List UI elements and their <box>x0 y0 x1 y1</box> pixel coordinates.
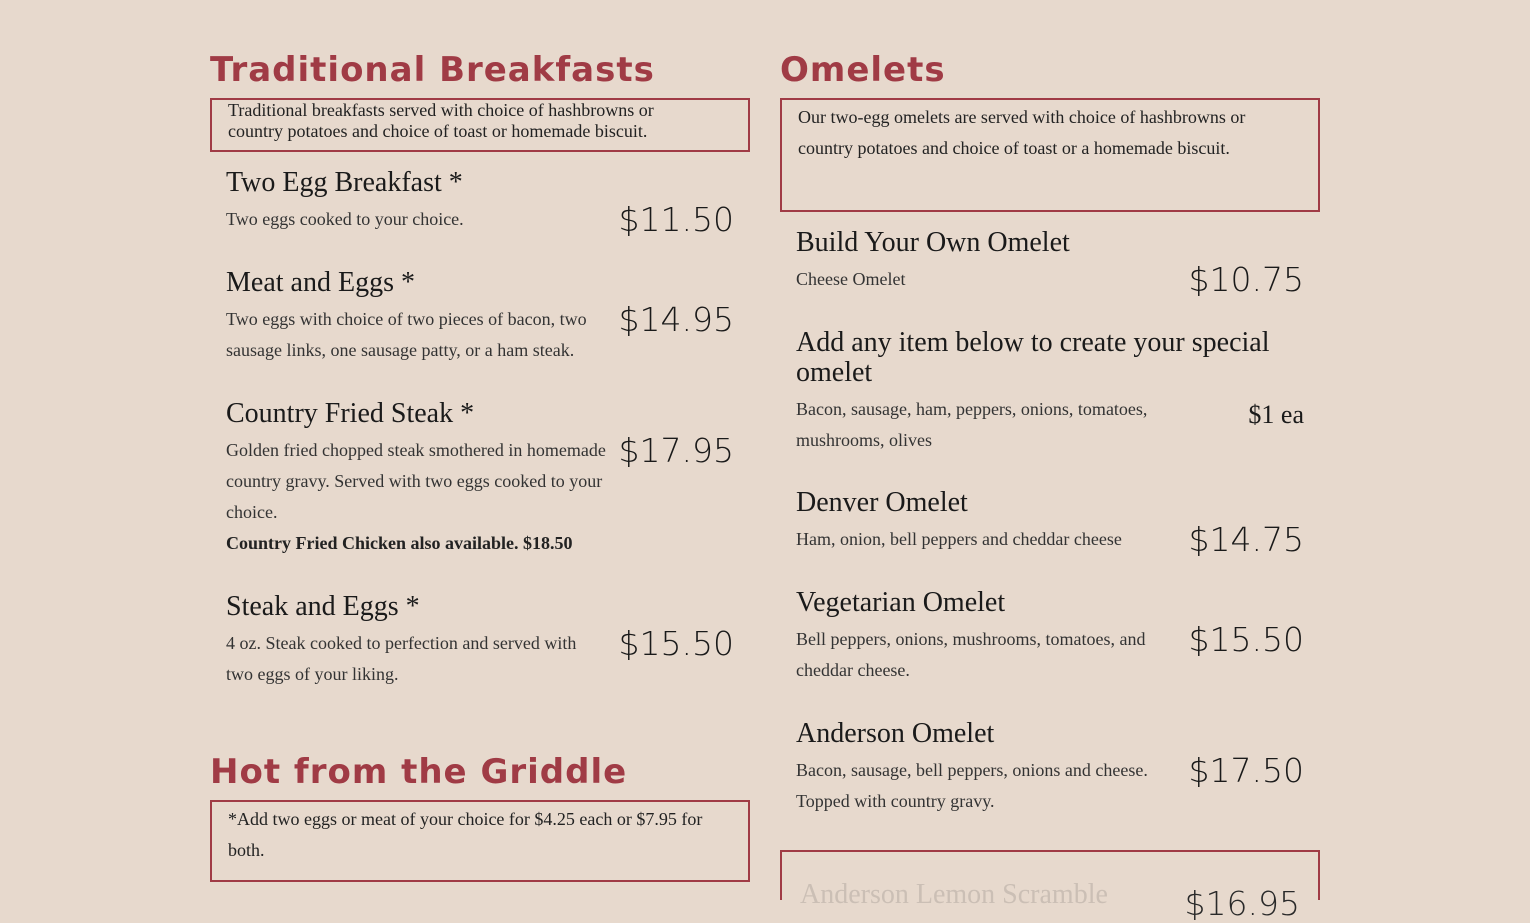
item-price: $15.50 <box>1188 620 1304 659</box>
item-price: $10.75 <box>1188 260 1304 299</box>
menu-item <box>780 487 1320 559</box>
menu-item <box>210 399 750 559</box>
item-desc: Bacon, sausage, bell peppers, onions and cheese. Topped with country gravy. <box>796 760 1148 811</box>
item-desc: Cheese Omelet <box>796 269 906 289</box>
menu-item <box>780 588 1320 686</box>
omelets-note: Our two-egg omelets are served with choice of hashbrowns or country potatoes and choice of toast or a homemade biscuit. <box>798 107 1246 158</box>
item-name: Two Egg Breakfast * <box>226 167 463 198</box>
section-title-omelets: Omelets <box>780 50 946 90</box>
item-name: Vegetarian Omelet <box>796 587 1006 618</box>
menu-item <box>780 328 1320 456</box>
item-price: $17.50 <box>1188 751 1304 790</box>
item-desc: Two eggs cooked to your choice. <box>226 209 464 229</box>
item-desc: Two eggs with choice of two pieces of bacon, two sausage links, one sausage patty, or a ham steak. <box>226 309 587 360</box>
griddle-note-box <box>210 800 750 882</box>
item-desc: Ham, onion, bell peppers and cheddar cheese <box>796 529 1122 549</box>
item-name: Anderson Omelet <box>796 718 995 749</box>
item-extra-note: Country Fried Chicken also available. $18.50 <box>226 533 573 553</box>
featured-item-box <box>780 850 1320 923</box>
item-price: $16.95 <box>1184 884 1300 923</box>
section-title-griddle: Hot from the Griddle <box>210 752 628 792</box>
item-price: $14.95 <box>618 300 734 339</box>
item-desc: Bell peppers, onions, mushrooms, tomatoes, and cheddar cheese. <box>796 629 1146 680</box>
item-price: $1 ea <box>1248 400 1304 429</box>
item-desc: 4 oz. Steak cooked to perfection and served with two eggs of your liking. <box>226 633 577 684</box>
item-desc: Golden fried chopped steak smothered in homemade country gravy. Served with two eggs cooked to your choice. <box>226 440 606 522</box>
omelets-note-box <box>780 98 1320 212</box>
item-price: $11.50 <box>618 200 734 239</box>
traditional-note: Traditional breakfasts served with choice of hashbrowns or country potatoes and choice of toast or homemade biscuit. <box>228 100 654 141</box>
item-name: Build Your Own Omelet <box>796 227 1070 258</box>
item-desc: Bacon, sausage, ham, peppers, onions, tomatoes, mushrooms, olives <box>796 399 1148 450</box>
menu-item <box>780 719 1320 817</box>
item-name: Steak and Eggs * <box>226 591 420 622</box>
item-price: $15.50 <box>618 624 734 663</box>
section-title-traditional: Traditional Breakfasts <box>210 50 655 90</box>
menu-item <box>210 592 750 690</box>
menu-item <box>210 268 750 366</box>
menu-item <box>210 167 750 239</box>
item-name: Meat and Eggs * <box>226 267 415 298</box>
item-price: $17.95 <box>618 431 734 470</box>
item-name: Denver Omelet <box>796 487 968 518</box>
item-name: Country Fried Steak * <box>226 398 475 429</box>
traditional-note-box <box>210 98 750 152</box>
item-name: Add any item below to create your special omelet <box>796 327 1270 388</box>
griddle-note: *Add two eggs or meat of your choice for $4.25 each or $7.95 for both. <box>228 809 703 860</box>
item-price: $14.75 <box>1188 520 1304 559</box>
item-name: Anderson Lemon Scramble <box>800 879 1108 910</box>
menu-item <box>780 227 1320 299</box>
